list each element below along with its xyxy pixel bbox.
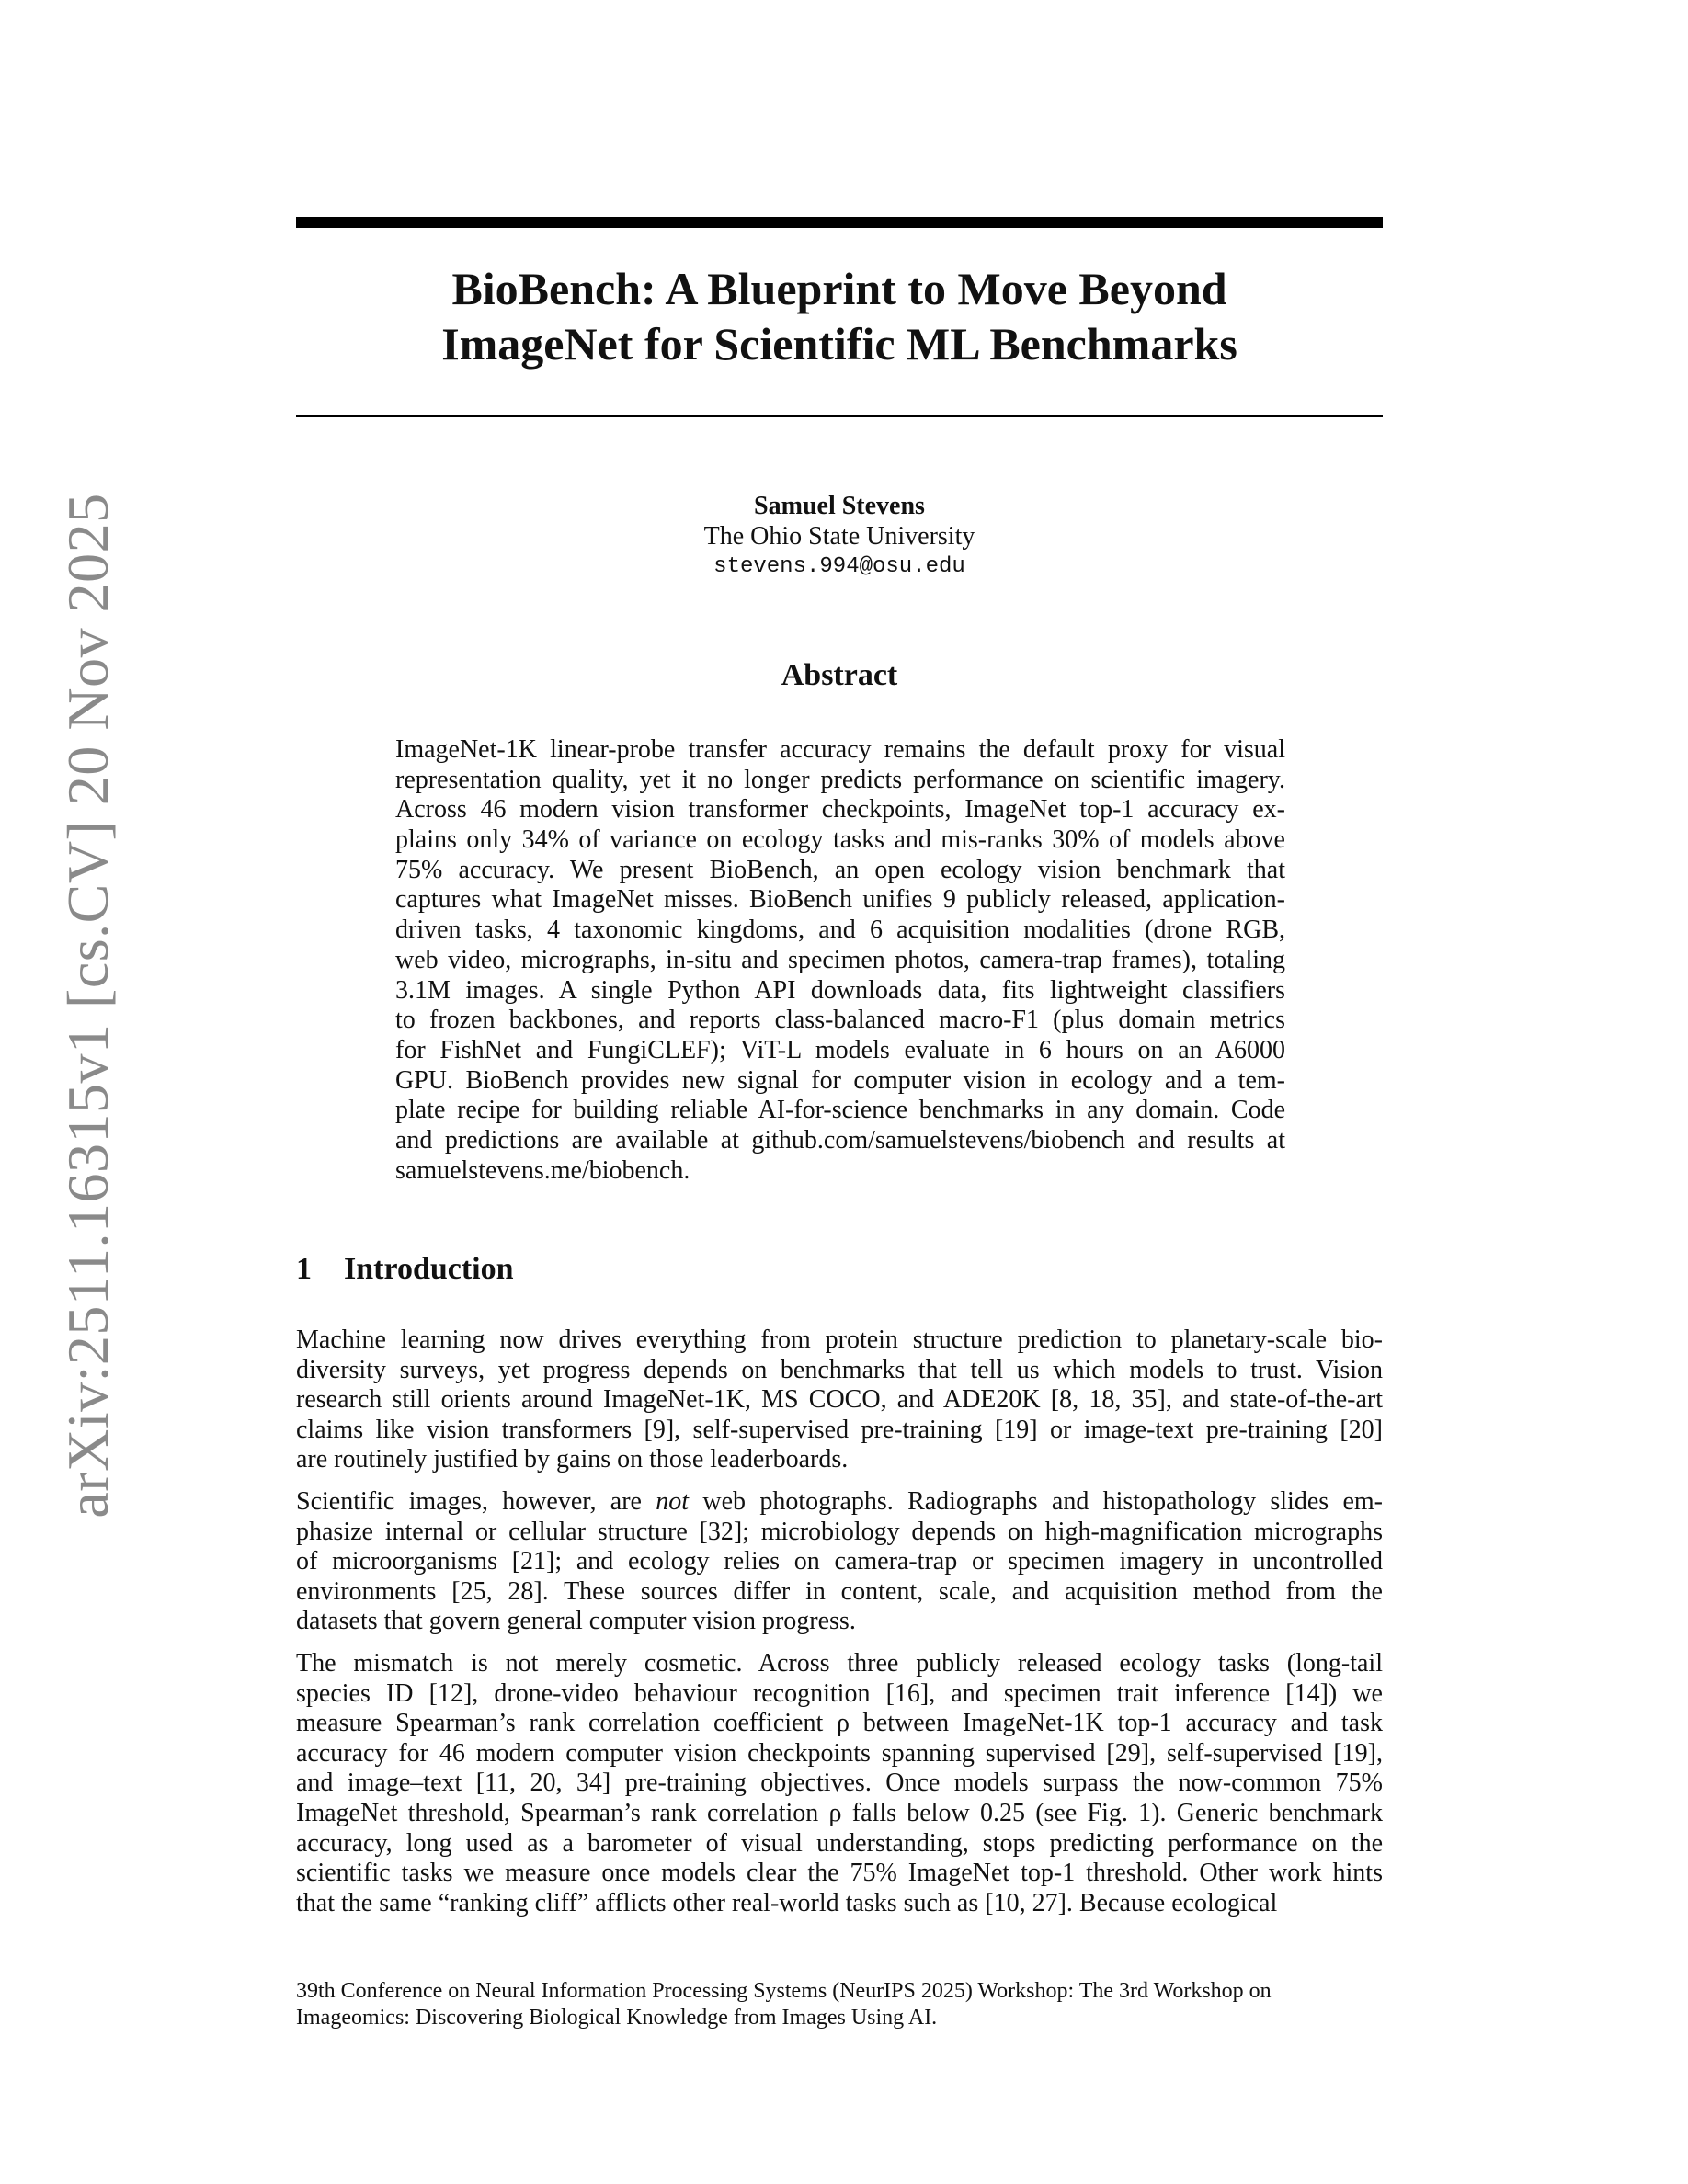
paragraph-line: environments [25, 28]. These sources differ in content, scale, and acquisition method from the bbox=[296, 1576, 1383, 1606]
arxiv-sidebar-stamp bbox=[55, 493, 120, 1519]
paragraph-line: and predictions are available at github.com/samuelstevens/biobench and results at bbox=[395, 1125, 1285, 1155]
paragraph-line: captures what ImageNet misses. BioBench unifies 9 publicly released, application- bbox=[395, 885, 1285, 915]
paragraph-line: accuracy, long used as a barometer of visual understanding, stops predicting performance on the bbox=[296, 1828, 1383, 1858]
author-name: Samuel Stevens bbox=[754, 492, 925, 520]
paragraph-line: are routinely justified by gains on those leaderboards. bbox=[296, 1445, 849, 1474]
paragraph-line: 3.1M images. A single Python API downloads data, fits lightweight classifiers bbox=[395, 975, 1285, 1005]
intro-paragraph-3 bbox=[296, 1649, 1383, 1918]
paragraph-line: Across 46 modern vision transformer checkpoints, ImageNet top-1 accuracy ex- bbox=[395, 795, 1285, 825]
paragraph-line: claims like vision transformers [9], self-supervised pre-training [19] or image-text pre-training [20] bbox=[296, 1415, 1383, 1444]
paragraph-line: and image–text [11, 20, 34] pre-training objectives. Once models surpass the now-common 75% bbox=[296, 1769, 1383, 1798]
title-bottom-rule bbox=[296, 415, 1383, 417]
paragraph-line: datasets that govern general computer vision progress. bbox=[296, 1607, 856, 1636]
footnote-line: Imageomics: Discovering Biological Knowledge from Images Using AI. bbox=[296, 2006, 938, 2030]
paragraph-line: plains only 34% of variance on ecology tasks and mis-ranks 30% of models above bbox=[395, 825, 1285, 855]
paragraph-line: of microorganisms [21]; and ecology relies on camera-trap or specimen imagery in uncontrolled bbox=[296, 1547, 1383, 1576]
paragraph-line: phasize internal or cellular structure [32]; microbiology depends on high-magnification micrographs bbox=[296, 1517, 1383, 1546]
paragraph-line: ImageNet-1K linear-probe transfer accuracy remains the default proxy for visual bbox=[395, 735, 1285, 764]
title-line: BioBench: A Blueprint to Move Beyond bbox=[451, 263, 1227, 314]
paragraph-line: 75% accuracy. We present BioBench, an open ecology vision benchmark that bbox=[395, 855, 1285, 884]
intro-paragraph-2 bbox=[296, 1487, 1383, 1637]
paragraph-line: to frozen backbones, and reports class-balanced macro-F1 (plus domain metrics bbox=[395, 1006, 1285, 1035]
paper-title bbox=[296, 261, 1383, 371]
section-heading-introduction bbox=[296, 1252, 514, 1287]
paragraph-line: The mismatch is not merely cosmetic. Across three publicly released ecology tasks (long-tail bbox=[296, 1649, 1383, 1678]
paragraph-line: representation quality, yet it no longer predicts performance on scientific imagery. bbox=[395, 765, 1285, 794]
conference-footnote bbox=[296, 1978, 1383, 2031]
paragraph-line: ImageNet threshold, Spearman’s rank correlation ρ falls below 0.25 (see Fig. 1). Generic benchmark bbox=[296, 1798, 1383, 1827]
paragraph-line: species ID [12], drone-video behaviour recognition [16], and specimen trait inference [14]) we bbox=[296, 1678, 1383, 1708]
author-email: stevens.994@osu.edu bbox=[713, 554, 965, 579]
paragraph-line: that the same “ranking cliff” afflicts other real-world tasks such as [10, 27]. Because ecological bbox=[296, 1888, 1278, 1917]
author-block bbox=[296, 491, 1383, 582]
section-number: 1 bbox=[296, 1252, 312, 1286]
paragraph-line: web video, micrographs, in-situ and specimen photos, camera-trap frames), totaling bbox=[395, 945, 1285, 974]
abstract-body bbox=[395, 735, 1285, 1186]
paragraph-line: Scientific images, however, are not web photographs. Radiographs and histopathology slides em- bbox=[296, 1487, 1383, 1516]
paragraph-line: samuelstevens.me/biobench. bbox=[395, 1155, 690, 1185]
abstract-heading: Abstract bbox=[781, 658, 898, 692]
intro-paragraph-1 bbox=[296, 1325, 1383, 1475]
paragraph-line: accuracy for 46 modern computer vision checkpoints spanning supervised [29], self-supervised [19], bbox=[296, 1738, 1383, 1768]
paragraph-line: Machine learning now drives everything from protein structure prediction to planetary-scale bio- bbox=[296, 1325, 1383, 1354]
paragraph-line: for FishNet and FungiCLEF); ViT-L models evaluate in 6 hours on an A6000 bbox=[395, 1035, 1285, 1064]
paragraph-line: GPU. BioBench provides new signal for computer vision in ecology and a tem- bbox=[395, 1065, 1285, 1095]
paragraph-line: measure Spearman’s rank correlation coefficient ρ between ImageNet-1K top-1 accuracy and task bbox=[296, 1709, 1383, 1738]
paragraph-line: driven tasks, 4 taxonomic kingdoms, and 6 acquisition modalities (drone RGB, bbox=[395, 916, 1285, 945]
paragraph-line: diversity surveys, yet progress depends on benchmarks that tell us which models to trust. Vision bbox=[296, 1355, 1383, 1384]
paragraph-line: research still orients around ImageNet-1K, MS COCO, and ADE20K [8, 18, 35], and state-of-the-art bbox=[296, 1385, 1383, 1415]
footnote-line: 39th Conference on Neural Information Processing Systems (NeurIPS 2025) Workshop: The 3rd Workshop on bbox=[296, 1979, 1272, 2003]
author-affiliation: The Ohio State University bbox=[703, 522, 975, 551]
paragraph-line: scientific tasks we measure once models clear the 75% ImageNet top-1 threshold. Other work hints bbox=[296, 1859, 1383, 1888]
paragraph-line: plate recipe for building reliable AI-for-science benchmarks in any domain. Code bbox=[395, 1096, 1285, 1125]
emphasis-not: not bbox=[656, 1487, 690, 1516]
section-title: Introduction bbox=[344, 1252, 514, 1286]
arxiv-id: arXiv:2511.16315v1 [cs.CV] 20 Nov 2025 bbox=[55, 493, 120, 1519]
title-top-rule bbox=[296, 217, 1383, 228]
title-line: ImageNet for Scientific ML Benchmarks bbox=[441, 318, 1237, 370]
